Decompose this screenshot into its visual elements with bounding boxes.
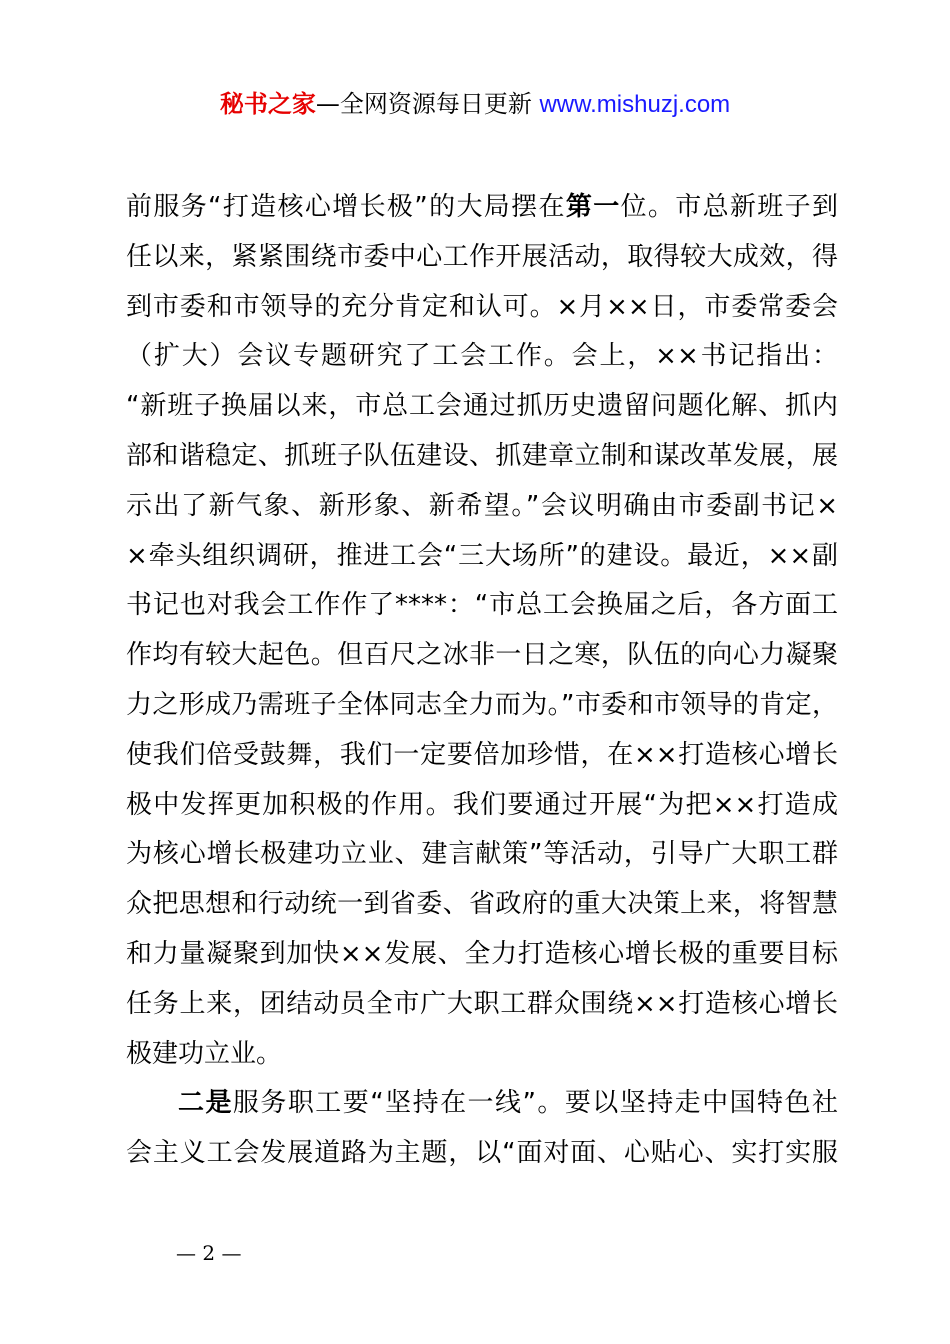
document-body	[126, 183, 838, 1179]
text-line-7: 示出了新气象、新形象、新希望。”会议明确由市委副书记×	[126, 490, 838, 521]
text-line-6: 部和谐稳定、抓班子队伍建设、抓建章立制和谋改革发展，展	[126, 440, 838, 471]
text-line-17: 任务上来，团结动员全市广大职工群众围绕××打造核心增长	[126, 988, 838, 1019]
text-line-1: 前服务“打造核心增长极”的大局摆在第一位。市总新班子到	[126, 192, 838, 222]
text-line-20: 会主义工会发展道路为主题，以“面对面、心贴心、实打实服	[126, 1138, 838, 1169]
text-line-10: 作均有较大起色。但百尺之冰非一日之寒，队伍的向心力凝聚	[126, 640, 838, 671]
text-line-12: 使我们倍受鼓舞，我们一定要倍加珍惜，在××打造核心增长	[126, 739, 838, 770]
brand-tagline: —全网资源每日更新	[315, 90, 540, 118]
text-line-8: ×牵头组织调研，推进工会“三大场所”的建设。最近，××副	[126, 540, 838, 571]
text-line-18: 极建功立业。	[126, 1038, 283, 1069]
text-line-9: 书记也对我会工作作了****：“市总工会换届之后，各方面工	[126, 590, 838, 621]
paragraph-lead: 二是	[178, 1088, 233, 1119]
bold-emphasis: 第一	[565, 192, 621, 222]
text-line-4: （扩大）会议专题研究了工会工作。会上，××书记指出：	[126, 341, 838, 372]
site-watermark-header	[0, 86, 950, 123]
text-line-15: 众把思想和行动统一到省委、省政府的重大决策上来，将智慧	[126, 889, 838, 920]
page-number: — 2 —	[176, 1241, 242, 1265]
brand-name: 秘书之家	[219, 90, 316, 118]
text-line-2: 任以来，紧紧围绕市委中心工作开展活动，取得较大成效，得	[126, 241, 838, 272]
text-line-14: 为核心增长极建功立业、建言献策”等活动，引导广大职工群	[126, 839, 838, 870]
text-line-13: 极中发挥更加积极的作用。我们要通过开展“为把××打造成	[126, 789, 838, 820]
text-line-5: “新班子换届以来，市总工会通过抓历史遗留问题化解、抓内	[126, 391, 838, 422]
text-line-3: 到市委和市领导的充分肯定和认可。×月××日，市委常委会	[126, 291, 838, 322]
site-url: www.mishuzj.com	[539, 91, 731, 118]
text-line-11: 力之形成乃需班子全体同志全力而为。”市委和市领导的肯定，	[126, 689, 838, 720]
text-line-16: 和力量凝聚到加快××发展、全力打造核心增长极的重要目标	[126, 938, 838, 969]
text-line-19: 二是服务职工要“坚持在一线”。要以坚持走中国特色社	[178, 1088, 838, 1119]
